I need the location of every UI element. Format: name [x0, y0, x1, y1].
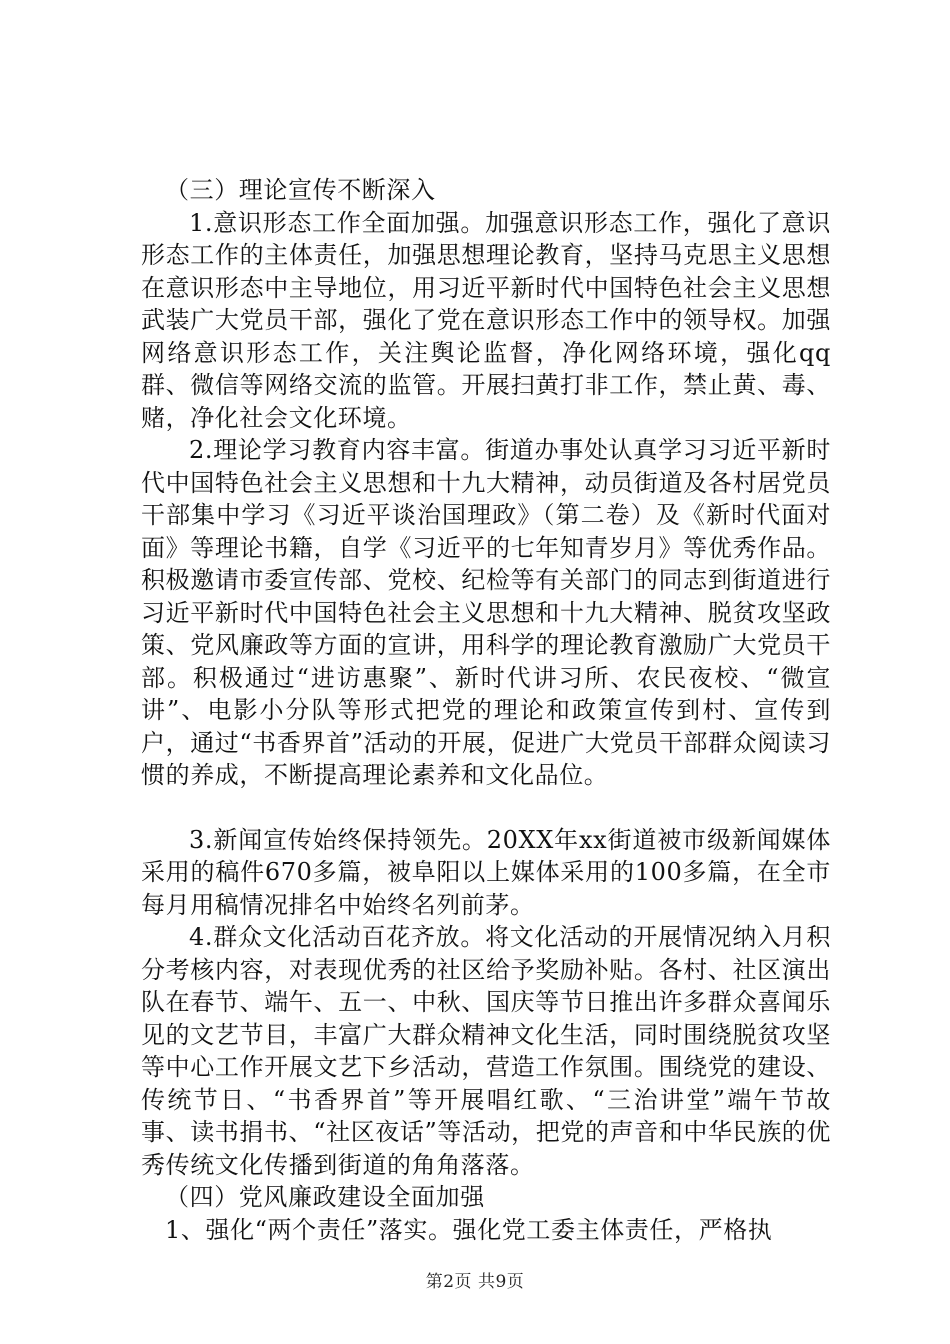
- paragraph-two-responsibilities: 1、强化“两个责任”落实。强化党工委主体责任，严格执: [165, 1215, 773, 1244]
- document-body: [141, 174, 831, 1246]
- paragraph-culture-activities: 4.群众文化活动百花齐放。将文化活动的开展情况纳入月积分考核内容，对表现优秀的社区给予奖励补贴。各村、社区演出队在春节、端午、五一、中秋、国庆等节日推出许多群众喜闻乐见的文艺节目，丰富广大群众精神文化生活，同时围绕脱贫攻坚等中心工作开展文艺下乡活动，营造工作氛围。围绕党的建设、传统节日、“书香界首”等开展唱红歌、“三治讲堂”端午节故事、读书捐书、“社区夜话”等活动，把党的声音和中华民族的优秀传统文化传播到街道的角角落落。: [141, 923, 831, 1179]
- page-number-footer: 第2页 共9页: [425, 1272, 525, 1292]
- paragraph-news-publicity: 3.新闻宣传始终保持领先。20XX年xx街道被市级新闻媒体采用的稿件670多篇，被阜阳以上媒体采用的100多篇，在全市每月用稿情况排名中始终名列前茅。: [141, 825, 831, 919]
- paragraph-theory-study: 2.理论学习教育内容丰富。街道办事处认真学习习近平新时代中国特色社会主义思想和十九大精神，动员街道及各村居党员干部集中学习《习近平谈治国理政》（第二卷）及《新时代面对面》等理论书籍，自学《习近平的七年知青岁月》等优秀作品。积极邀请市委宣传部、党校、纪检等有关部门的同志到街道进行习近平新时代中国特色社会主义思想和十九大精神、脱贫攻坚政策、党风廉政等方面的宣讲，用科学的理论教育激励广大党员干部。积极通过“进访惠聚”、新时代讲习所、农民夜校、“微宣讲”、电影小分队等形式把党的理论和政策宣传到村、宣传到户，通过“书香界首”活动的开展，促进广大党员干部群众阅读习惯的养成，不断提高理论素养和文化品位。: [141, 436, 831, 789]
- paragraph-ideology: 1.意识形态工作全面加强。加强意识形态工作，强化了意识形态工作的主体责任，加强思想理论教育，坚持马克思主义思想在意识形态中主导地位，用习近平新时代中国特色社会主义思想武装广大党员干部，强化了党在意识形态工作中的领导权。加强网络意识形态工作，关注舆论监督，净化网络环境，强化qq群、微信等网络交流的监管。开展扫黄打非工作，禁止黄、毒、赌，净化社会文化环境。: [141, 208, 831, 432]
- section-heading-four: （四）党风廉政建设全面加强: [165, 1183, 485, 1211]
- section-heading-three: （三）理论宣传不断深入: [165, 176, 436, 204]
